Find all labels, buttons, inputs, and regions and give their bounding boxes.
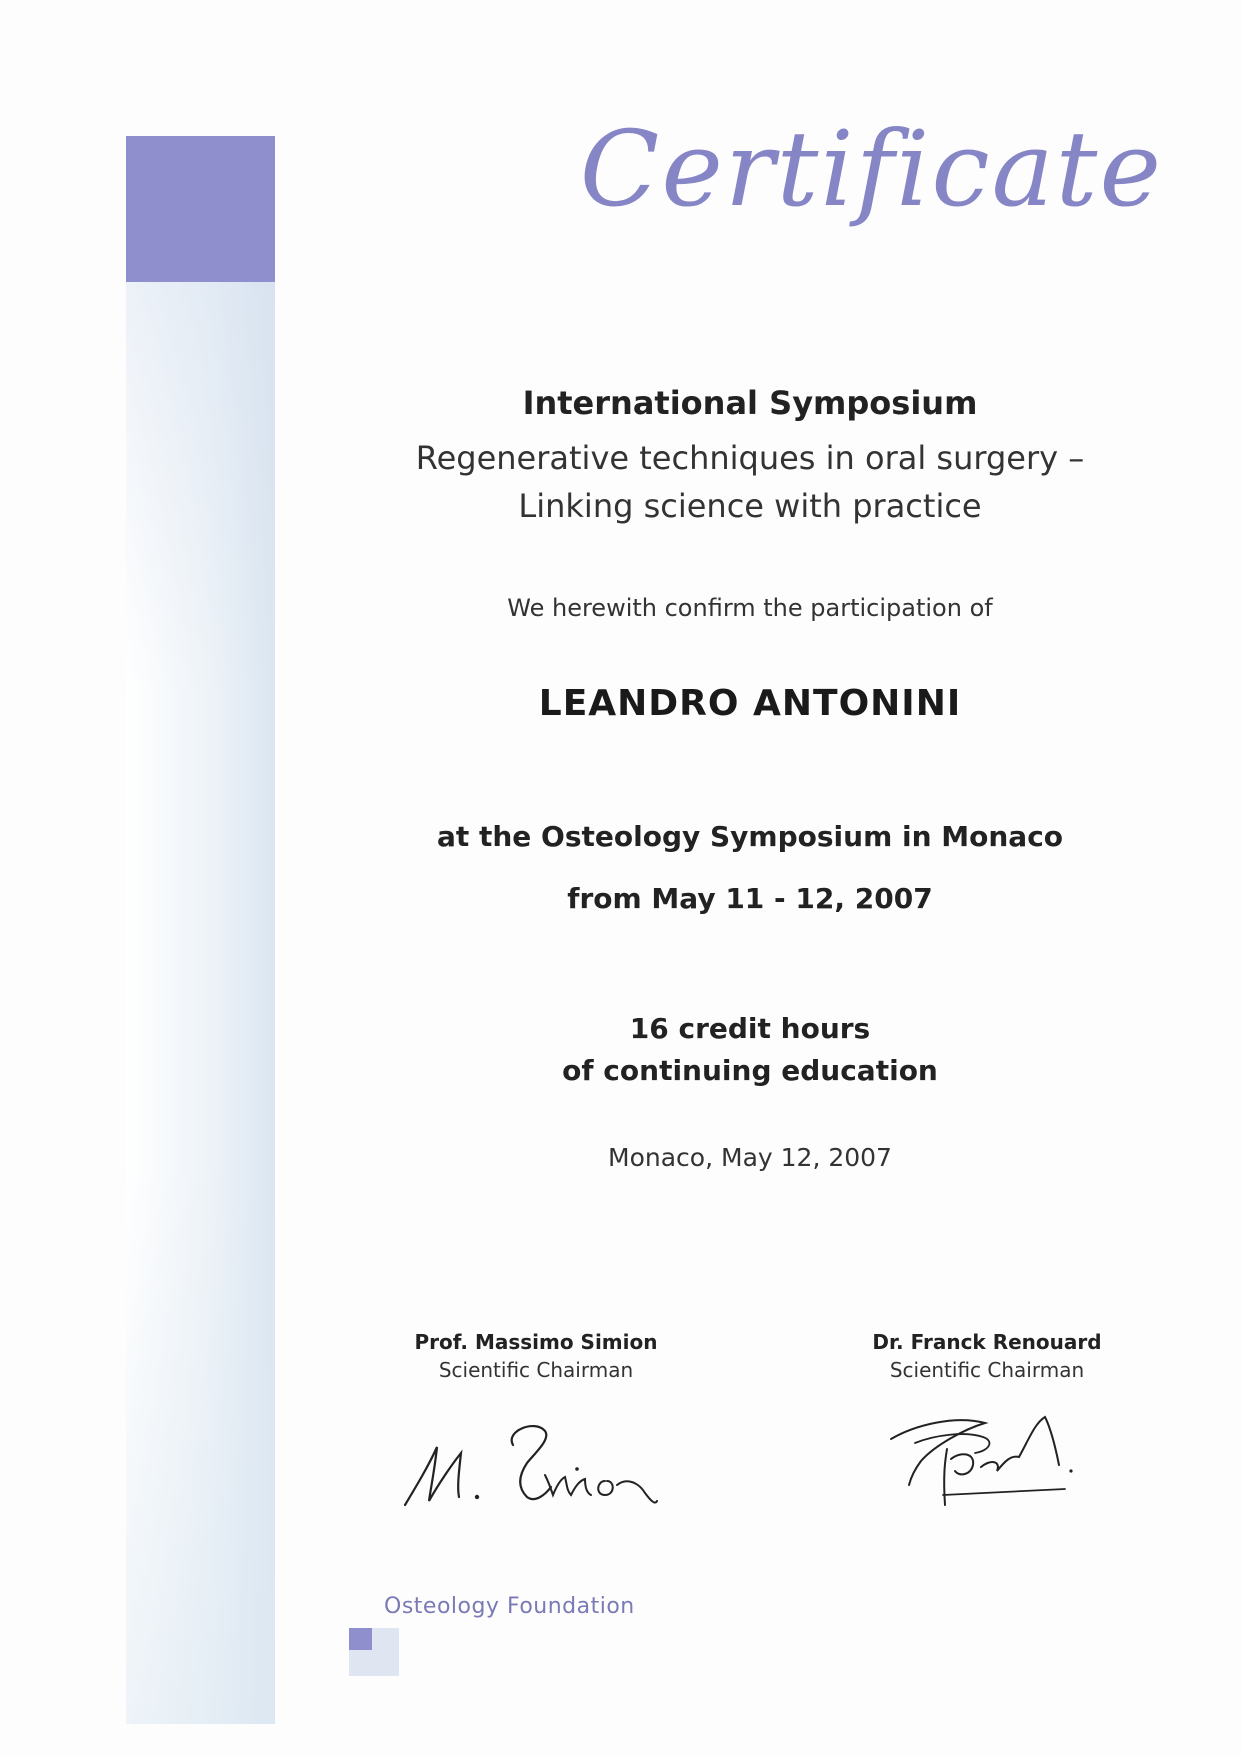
- subtitle-line-1: Regenerative techniques in oral surgery –: [415, 439, 1085, 477]
- side-accent-square: [126, 136, 275, 282]
- place-and-date: Monaco, May 12, 2007: [608, 1143, 892, 1172]
- signatory-right: [817, 1328, 1157, 1384]
- symposium-title: International Symposium: [522, 384, 978, 422]
- signatory-name: Dr. Franck Renouard: [872, 1330, 1102, 1354]
- participant-name: LEANDRO ANTONINI: [538, 683, 962, 724]
- signatory-name: Prof. Massimo Simion: [414, 1330, 658, 1354]
- signatory-role: Scientific Chairman: [889, 1358, 1085, 1382]
- signature-left: [395, 1405, 675, 1515]
- credits-line-2: of continuing education: [562, 1054, 938, 1087]
- confirmation-text: We herewith confirm the participation of: [507, 594, 993, 622]
- event-description: at the Osteology Symposium in Monaco: [436, 820, 1064, 853]
- event-date-range: from May 11 - 12, 2007: [567, 882, 933, 915]
- side-band-gradient: [126, 136, 275, 1724]
- foundation-logo: [349, 1628, 399, 1676]
- organization-name: Osteology Foundation: [384, 1594, 635, 1619]
- credits-line-1: 16 credit hours: [629, 1012, 871, 1045]
- certificate-title: Certificate: [579, 108, 1163, 230]
- signatory-role: Scientific Chairman: [438, 1358, 634, 1382]
- signatory-left: [366, 1328, 706, 1384]
- subtitle-line-2: Linking science with practice: [518, 487, 982, 525]
- credit-hours: [360, 1008, 1140, 1092]
- signature-right: [885, 1405, 1085, 1515]
- symposium-subtitle: [360, 434, 1140, 530]
